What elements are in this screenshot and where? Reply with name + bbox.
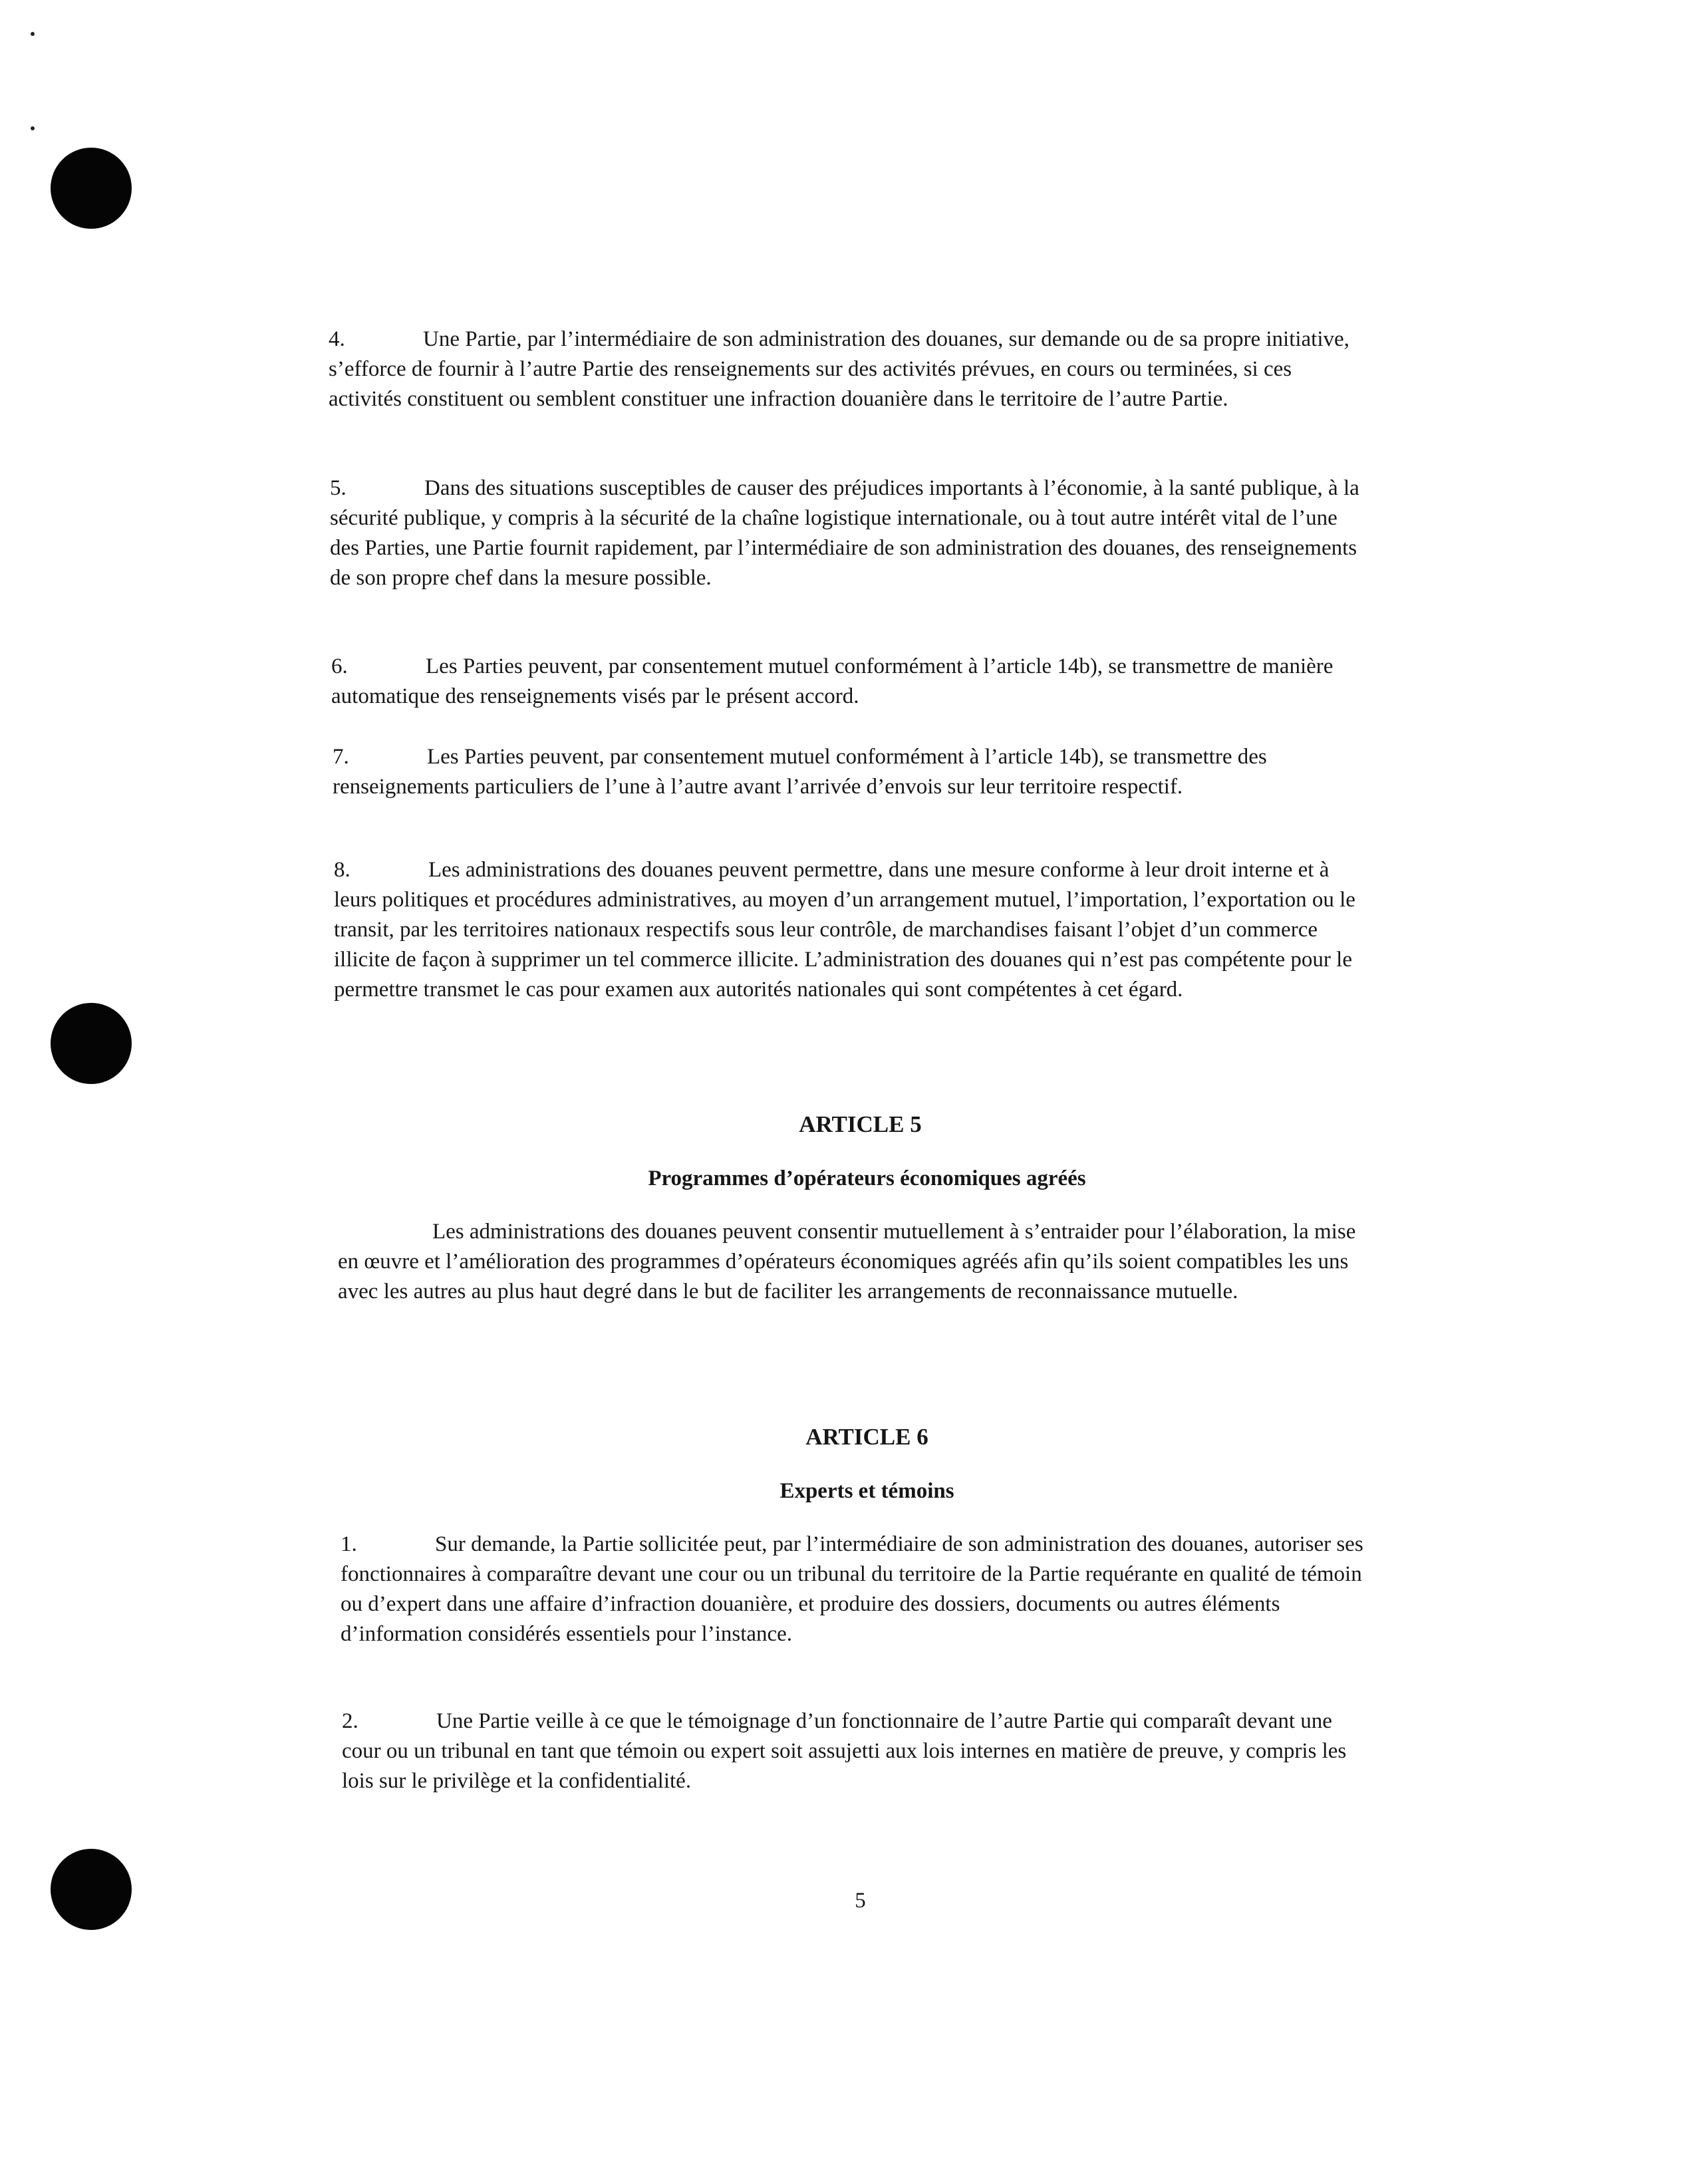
article-6-paragraph-1 <box>341 1530 1370 1649</box>
article-5-subtitle: Programmes d’opérateurs économiques agréés <box>648 1166 1086 1190</box>
paragraph-text: Une Partie, par l’intermédiaire de son administration des douanes, sur demande ou de sa propre initiative, s’efforce de fournir à l’autre Partie des renseignements sur des activités prévues, en cours ou terminées, si ces activités constituent ou semblent constituer une infraction douanière dans le territoire de l’autre Partie. <box>329 327 1349 411</box>
paragraph-text: Sur demande, la Partie sollicitée peut, par l’intermédiaire de son administration des douanes, autoriser ses fonctionnaires à comparaître devant une cour ou un tribunal du territoire de la Partie requérante en qualité de témoin ou d’expert dans une affaire d’infraction douanière, et produire des dossiers, documents ou autres éléments d’information considérés essentiels pour l’instance. <box>341 1532 1363 1646</box>
paragraph-4 <box>329 325 1358 414</box>
paragraph-text: Les Parties peuvent, par consentement mutuel conformément à l’article 14b), se transmettre de manière automatique des renseignements visés par le présent accord. <box>331 654 1334 708</box>
article-5-body <box>338 1217 1367 1307</box>
paragraph-5 <box>330 474 1359 593</box>
paragraph-number: 6. <box>331 654 348 678</box>
page-number: 5 <box>855 1889 866 1913</box>
paragraph-6 <box>331 652 1361 712</box>
article-6-subtitle: Experts et témoins <box>779 1479 954 1503</box>
paragraph-7 <box>333 742 1362 802</box>
paragraph-number: 5. <box>330 476 347 500</box>
paragraph-number: 7. <box>333 745 349 769</box>
article-6-paragraph-2 <box>342 1706 1371 1796</box>
paragraph-text: Les Parties peuvent, par consentement mutuel conformément à l’article 14b), se transmettre des renseignements particuliers de l’une à l’autre avant l’arrivée d’envois sur leur territoire respectif. <box>333 745 1267 799</box>
paragraph-text: Les administrations des douanes peuvent permettre, dans une mesure conforme à leur droit interne et à leurs politiques et procédures administratives, au moyen d’un arrangement mutuel, l’importation, l’exportation ou le transit, par les territoires nationaux respectifs sous leur contrôle, de marchandises faisant l’objet d’un commerce illicite de façon à supprimer un tel commerce illicite. L’administration des douanes qui n’est pas compétente pour le permettre transmet le cas pour examen aux autorités nationales qui sont compétentes à cet égard. <box>334 858 1355 1002</box>
paragraph-text: Une Partie veille à ce que le témoignage d’un fonctionnaire de l’autre Partie qui comparaît devant une cour ou un tribunal en tant que témoin ou expert soit assujetti aux lois internes en matière de preuve, y compris les lois sur le privilège et la confidentialité. <box>342 1709 1347 1793</box>
paragraph-number: 8. <box>334 858 351 882</box>
article-6-title: ARTICLE 6 <box>805 1424 928 1450</box>
paragraph-text: Dans des situations susceptibles de causer des préjudices importants à l’économie, à la santé publique, à la sécurité publique, y compris à la sécurité de la chaîne logistique internationale, ou à tout autre intérêt vital de l’une des Parties, une Partie fournit rapidement, par l’intermédiaire de son administration des douanes, des renseignements de son propre chef dans la mesure possible. <box>330 476 1359 590</box>
paragraph-number: 4. <box>329 327 345 351</box>
paragraph-text: Les administrations des douanes peuvent consentir mutuellement à s’entraider pour l’élaboration, la mise en œuvre et l’amélioration des programmes d’opérateurs économiques agréés afin qu’ils soient compatibles les uns avec les autres au plus haut degré dans le but de faciliter les arrangements de reconnaissance mutuelle. <box>338 1220 1356 1303</box>
paragraph-8 <box>334 855 1363 1005</box>
paragraph-number: 2. <box>342 1709 358 1733</box>
article-5-title: ARTICLE 5 <box>799 1111 922 1137</box>
paragraph-number: 1. <box>341 1532 357 1556</box>
